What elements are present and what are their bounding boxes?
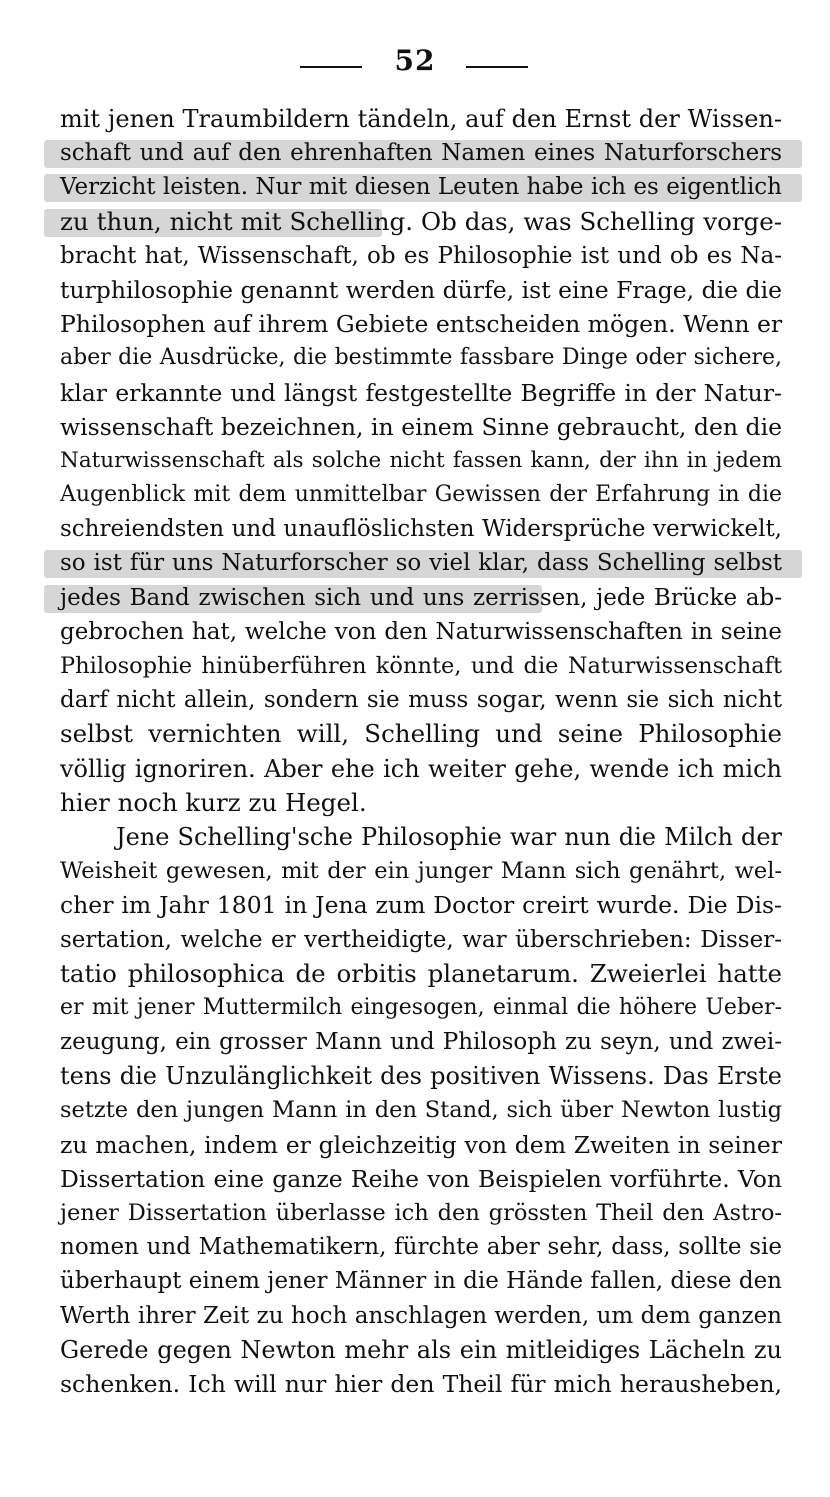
text-line: Weisheit gewesen, mit der ein junger Mann sich genährt, wel- xyxy=(60,858,782,885)
text-line: gebrochen hat, welche von den Naturwissenschaften in seine xyxy=(60,618,782,645)
text-line: völlig ignoriren. Aber ehe ich weiter gehe, wende ich mich xyxy=(60,754,782,783)
body-text xyxy=(60,102,782,1401)
text-line: Augenblick mit dem unmittelbar Gewissen der Erfahrung in die xyxy=(60,482,782,508)
text-line: sertation, welche er vertheidigte, war überschrieben: Disser- xyxy=(60,926,782,953)
text-line: Verzicht leisten. Nur mit diesen Leuten habe ich es eigentlich xyxy=(60,170,782,204)
text-line: Philosophen auf ihrem Gebiete entscheiden mögen. Wenn er xyxy=(60,310,783,339)
text-line: Philosophie hinüberführen könnte, und die Naturwissenschaft xyxy=(60,653,782,679)
header-rule-right xyxy=(466,66,528,68)
text-line: Naturwissenschaft als solche nicht fassen kann, der ihn in jedem xyxy=(60,447,782,473)
text-line: jedes Band zwischen sich und uns zerrissen, jede Brücke ab- xyxy=(60,581,782,615)
text-line: überhaupt einem jener Männer in die Hände fallen, diese den xyxy=(60,1268,782,1295)
text-line: zeugung, ein grosser Mann und Philosoph zu seyn, und zwei- xyxy=(60,1029,782,1056)
text-line: setzte den jungen Mann in den Stand, sich über Newton lustig xyxy=(60,1097,782,1124)
text-line: schreiendsten und unauflöslichsten Widersprüche verwickelt, xyxy=(60,516,782,543)
text-line: jener Dissertation überlasse ich den grössten Theil den Astro- xyxy=(60,1200,782,1226)
text-line: tatio philosophica de orbitis planetarum. Zweierlei hatte xyxy=(60,958,782,988)
text-line: nomen und Mathematikern, fürchte aber sehr, dass, sollte sie xyxy=(60,1234,782,1261)
text-line: Werth ihrer Zeit zu hoch anschlagen werden, um dem ganzen xyxy=(60,1302,782,1329)
text-line: wissenschaft bezeichnen, in einem Sinne gebraucht, den die xyxy=(60,412,782,441)
text-line: selbst vernichten will, Schelling und seine Philosophie xyxy=(60,719,782,749)
text-line: zu machen, indem er gleichzeitig von dem Zweiten in seiner xyxy=(60,1130,782,1159)
text-line: mit jenen Traumbildern tändeln, auf den Ernst der Wissen- xyxy=(60,105,782,133)
text-line: er mit jener Muttermilch eingesogen, einmal die höhere Ueber- xyxy=(60,994,782,1020)
text-line: schaft und auf den ehrenhaften Namen eines Naturforschers xyxy=(60,136,782,170)
header-rule-left xyxy=(300,66,362,68)
text-line: Dissertation eine ganze Reihe von Beispielen vorführte. Von xyxy=(60,1164,782,1193)
text-line: klar erkannte und längst festgestellte Begriffe in der Natur- xyxy=(60,378,782,407)
text-line: hier noch kurz zu Hegel. xyxy=(60,787,367,817)
text-line: bracht hat, Wissenschaft, ob es Philosophie ist und ob es Na- xyxy=(60,242,782,269)
text-line: tens die Unzulänglichkeit des positiven Wissens. Das Erste xyxy=(60,1062,782,1091)
text-line: Gerede gegen Newton mehr als ein mitleidiges Lächeln zu xyxy=(60,1335,782,1364)
text-line: zu thun, nicht mit Schelling. Ob das, was Schelling vorge- xyxy=(60,205,782,239)
text-line: aber die Ausdrücke, die bestimmte fassbare Dinge oder sichere, xyxy=(60,345,782,371)
text-line: darf nicht allein, sondern sie muss sogar, wenn sie sich nicht xyxy=(60,687,782,714)
page-number: 52 xyxy=(394,44,436,77)
text-line: Jene Schelling'sche Philosophie war nun die Milch der xyxy=(116,822,782,851)
page-header xyxy=(0,44,830,84)
text-line: cher im Jahr 1801 in Jena zum Doctor creirt wurde. Die Dis- xyxy=(60,891,782,920)
text-line: turphilosophie genannt werden dürfe, ist eine Frage, die die xyxy=(60,275,782,304)
text-line: schenken. Ich will nur hier den Theil für mich herausheben, xyxy=(60,1369,782,1398)
text-line: so ist für uns Naturforscher so viel klar, dass Schelling selbst xyxy=(60,546,782,580)
